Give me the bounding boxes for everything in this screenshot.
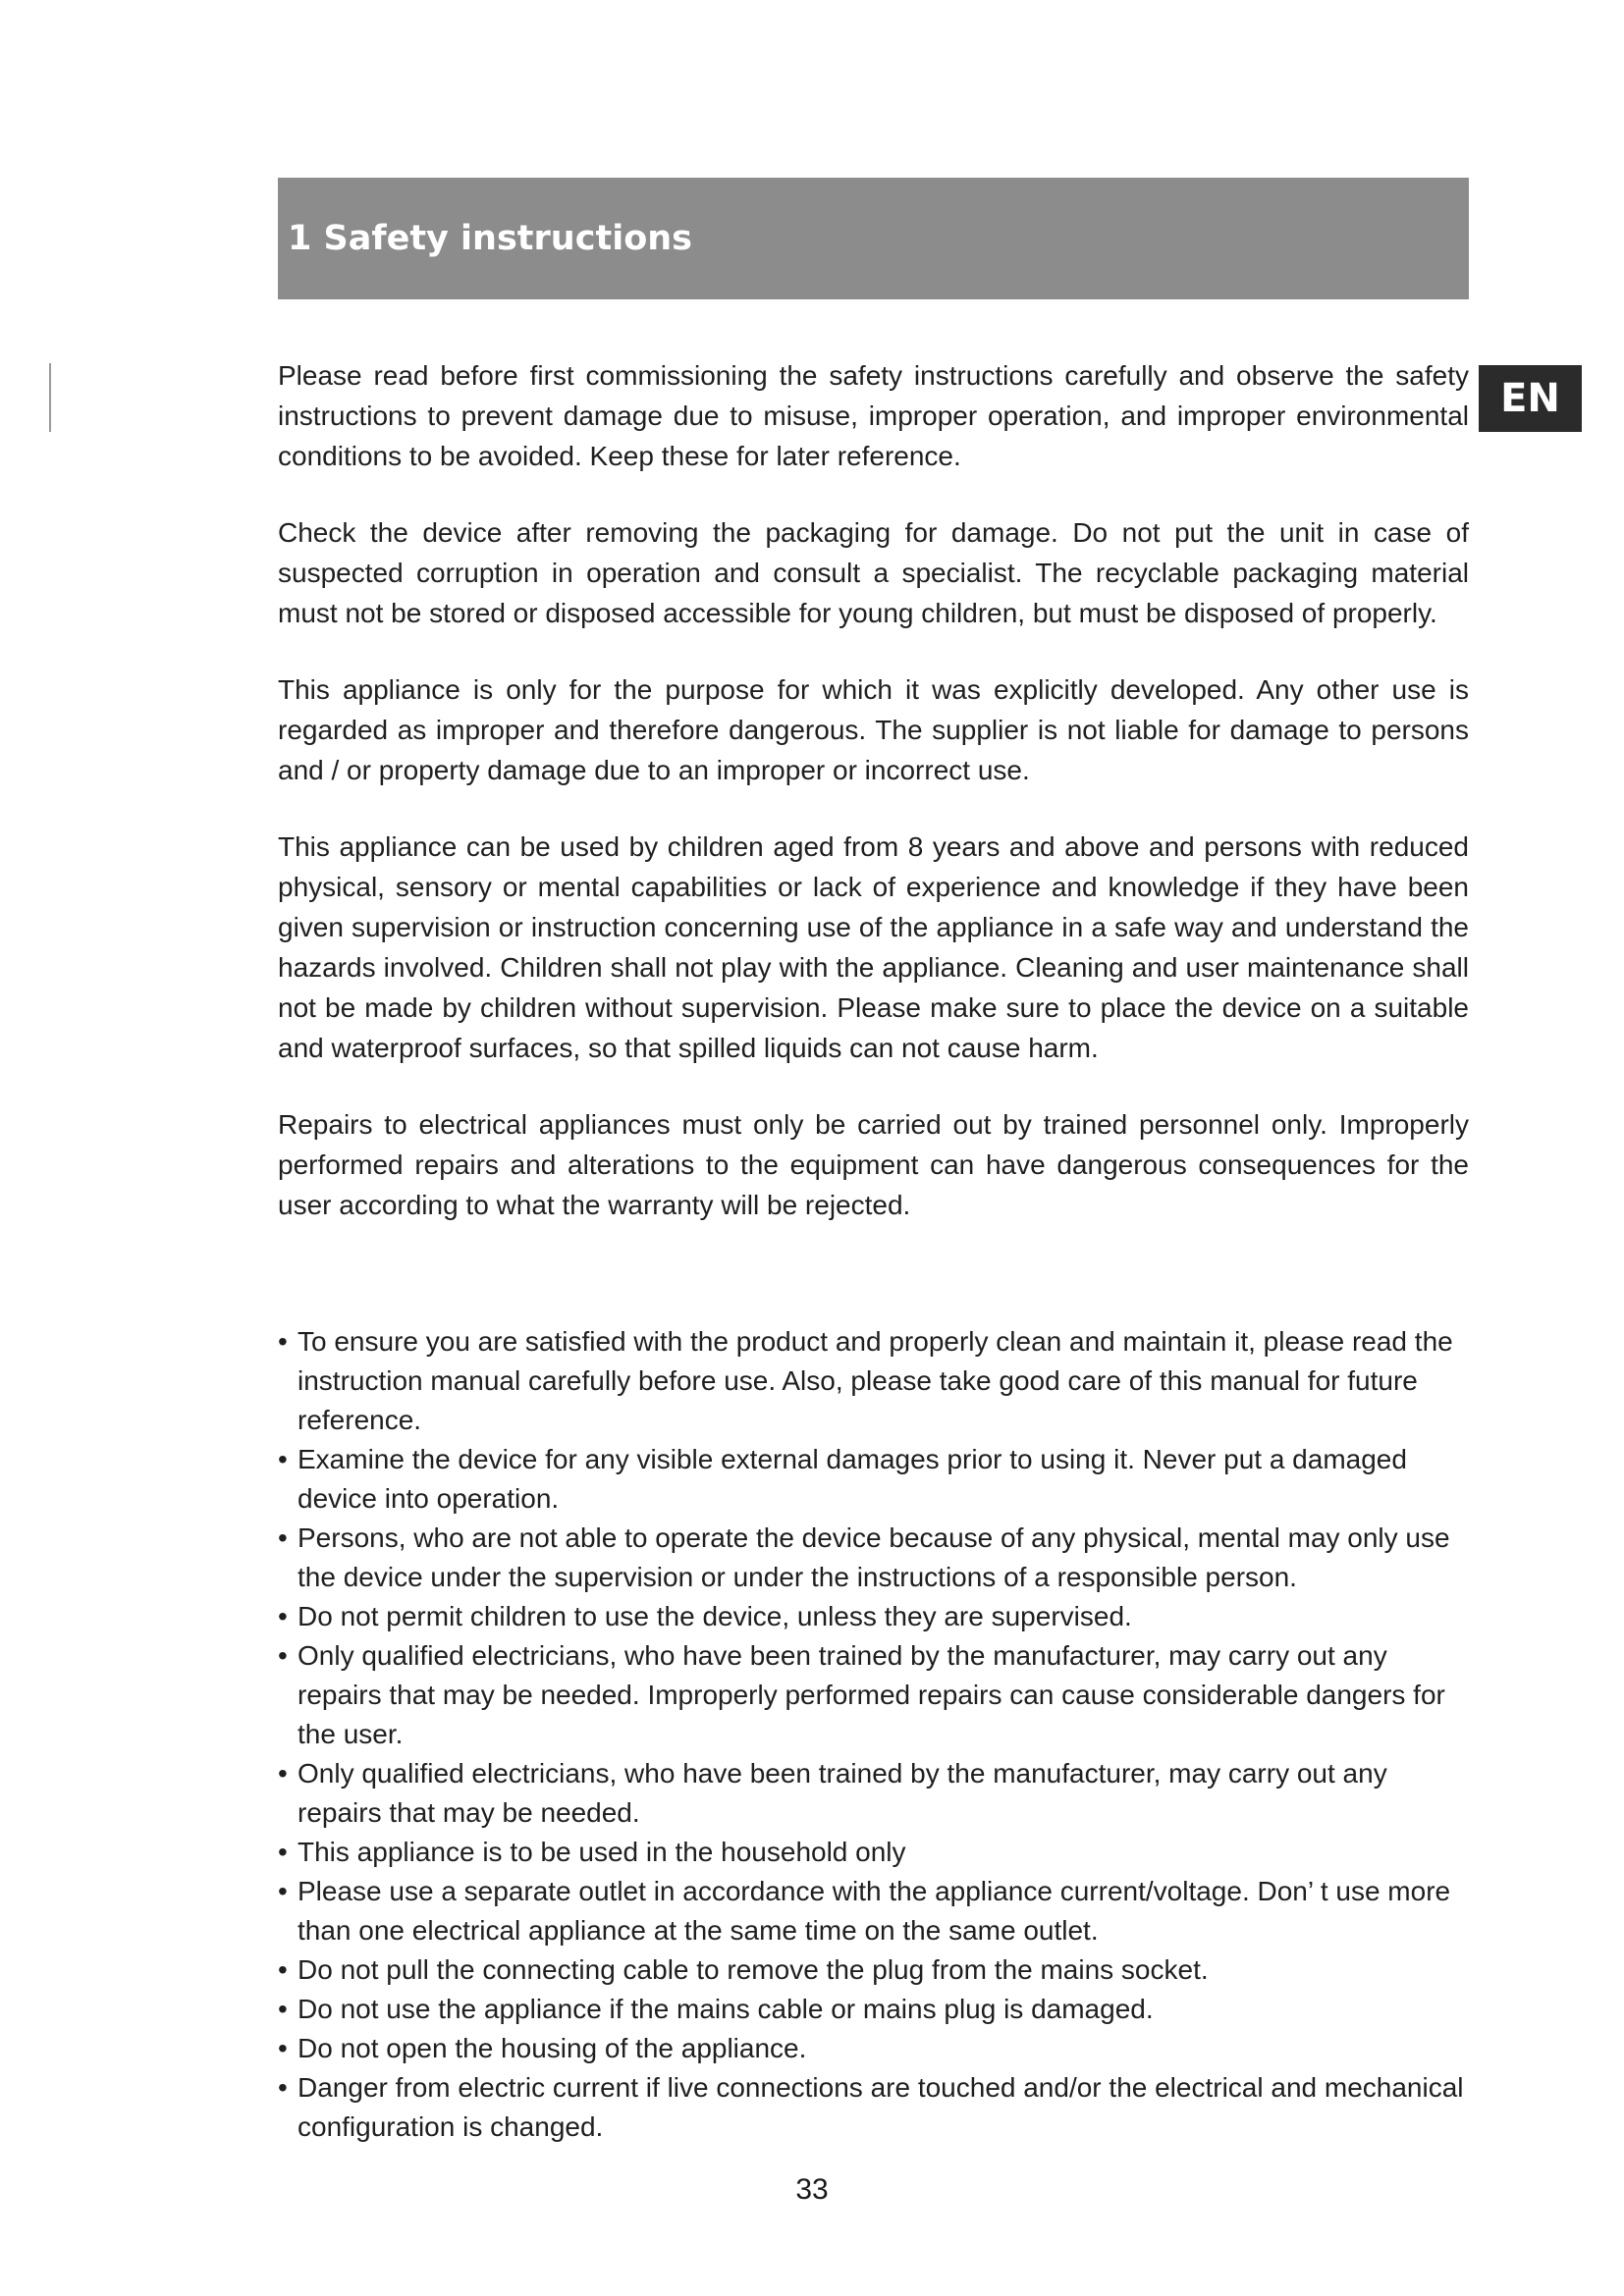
page-number: 33	[795, 2173, 829, 2206]
safety-paragraphs	[278, 355, 1469, 1225]
list-item: • This appliance is to be used in the household only	[278, 1833, 1469, 1872]
language-tab: EN	[1479, 365, 1582, 432]
list-item: • Persons, who are not able to operate the device because of any physical, mental may only use the device under the supervision or under the instructions of a responsible person.	[278, 1519, 1469, 1597]
list-item: • Only qualified electricians, who have been trained by the manufacturer, may carry out any repairs that may be needed. Improperly performed repairs can cause considerable dangers for the user.	[278, 1636, 1469, 1754]
list-item: • Do not open the housing of the appliance.	[278, 2029, 1469, 2068]
list-item: • Do not permit children to use the device, unless they are supervised.	[278, 1597, 1469, 1636]
margin-marker-line	[49, 363, 51, 432]
section-title: 1 Safety instructions	[288, 219, 692, 258]
list-item: • Do not use the appliance if the mains cable or mains plug is damaged.	[278, 1990, 1469, 2029]
section-header-bar	[278, 178, 1469, 299]
paragraph-read-instructions: Please read before first commissioning the safety instructions carefully and observe the safety instructions to prevent damage due to misuse, improper operation, and improper environmental conditions to be avoided. Keep these for later reference.	[278, 360, 1469, 471]
paragraph-repairs: Repairs to electrical appliances must only be carried out by trained personnel only. Improperly performed repairs and alterations to the equipment can have dangerous consequences for the user according to what the warranty will be rejected.	[278, 1109, 1469, 1220]
list-item: • Danger from electric current if live connections are touched and/or the electrical and mechanical configuration is changed.	[278, 2068, 1469, 2147]
paragraph-check-damage: Check the device after removing the packaging for damage. Do not put the unit in case of suspected corruption in operation and consult a specialist. The recyclable packaging material must not be stored or disposed accessible for young children, but must be disposed of properly.	[278, 517, 1469, 628]
list-item: • Do not pull the connecting cable to remove the plug from the mains socket.	[278, 1950, 1469, 1990]
safety-bullet-list	[278, 1322, 1469, 2147]
list-item: • Only qualified electricians, who have been trained by the manufacturer, may carry out any repairs that may be needed.	[278, 1754, 1469, 1833]
list-item: • Please use a separate outlet in accordance with the appliance current/voltage. Don’ t use more than one electrical appliance at the same time on the same outlet.	[278, 1872, 1469, 1950]
list-item: • Examine the device for any visible external damages prior to using it. Never put a damaged device into operation.	[278, 1440, 1469, 1519]
paragraph-children-use: This appliance can be used by children aged from 8 years and above and persons with reduced physical, sensory or mental capabilities or lack of experience and knowledge if they have been given supervision or instruction concerning use of the appliance in a safe way and understand the hazards involved. Children shall not play with the appliance. Cleaning and user maintenance shall not be made by children without supervision. Please make sure to place the device on a suitable and waterproof surfaces, so that spilled liquids can not cause harm.	[278, 831, 1469, 1063]
list-item: • To ensure you are satisfied with the product and properly clean and maintain it, please read the instruction manual carefully before use. Also, please take good care of this manual for future reference.	[278, 1322, 1469, 1440]
paragraph-intended-use: This appliance is only for the purpose for which it was explicitly developed. Any other use is regarded as improper and therefore dangerous. The supplier is not liable for damage to persons and / or property damage due to an improper or incorrect use.	[278, 674, 1469, 785]
